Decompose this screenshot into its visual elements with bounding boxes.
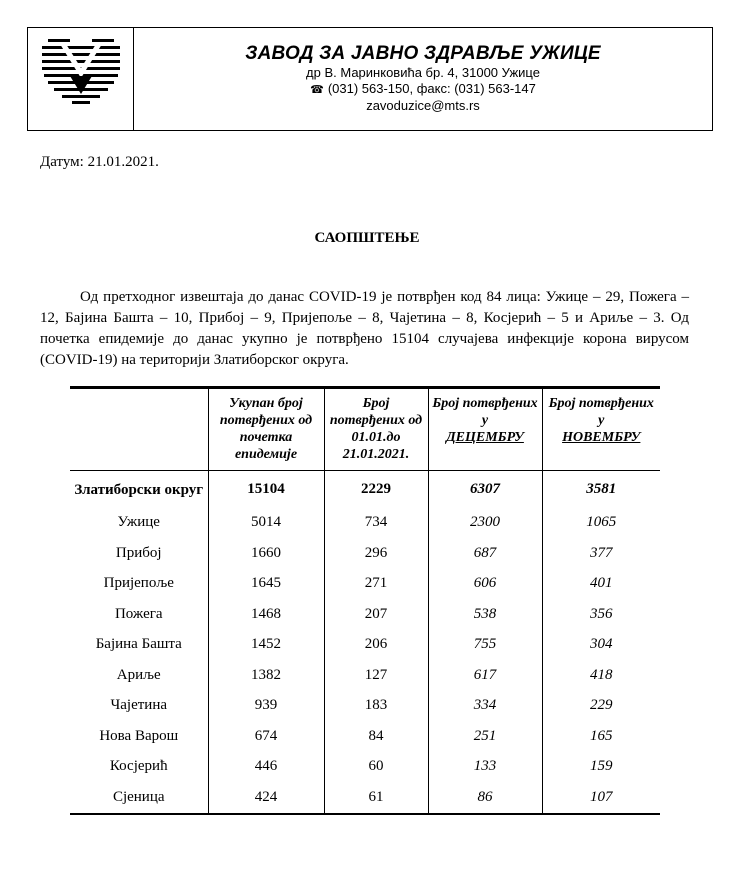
- cases-all: 1660: [208, 538, 324, 569]
- announcement-paragraph: Од претходног извештаја до данас COVID-19 је потврђен код 84 лица: Ужице – 29, Пожега – 12, Бајина Башта – 10, Прибој – 9, Пријепоље – 8, Чајетина – 8, Косјерић – 5 и Ариље – 3. Од почетка епидемије до данас укупно је потврђено 15104 случајева инфекције корона вирусом (COVID-19) на територији Златиборског округа.: [40, 289, 689, 368]
- cases-all: 939: [208, 691, 324, 722]
- cases-dec: 2300: [428, 508, 542, 539]
- header-november-month: НОВЕМБРУ: [562, 430, 641, 445]
- table-row: [70, 630, 660, 661]
- region-name: Ариље: [116, 666, 161, 683]
- total-cases-jan: 2229: [324, 471, 428, 508]
- cases-nov: 304: [542, 630, 660, 661]
- cases-jan: 60: [324, 752, 428, 783]
- header-total-since-start: Укупан број потврђених од почетка епидемије: [208, 388, 324, 471]
- organization-name: ЗАВОД ЗА ЈАВНО ЗДРАВЉЕ УЖИЦЕ: [245, 43, 601, 64]
- region-name: Пожега: [114, 605, 163, 622]
- cases-table: [70, 386, 660, 815]
- table-row: [70, 721, 660, 752]
- total-cases-dec: 6307: [428, 471, 542, 508]
- cases-dec: 687: [428, 538, 542, 569]
- cases-dec: 133: [428, 752, 542, 783]
- telephone-icon: ☎: [310, 84, 324, 96]
- cases-dec: 617: [428, 660, 542, 691]
- cases-jan: 296: [324, 538, 428, 569]
- cases-nov: 356: [542, 599, 660, 630]
- cases-nov: 401: [542, 569, 660, 600]
- table-row: [70, 569, 660, 600]
- cases-jan: 271: [324, 569, 428, 600]
- table-row: [70, 660, 660, 691]
- cases-nov: 1065: [542, 508, 660, 539]
- cases-all: 674: [208, 721, 324, 752]
- region-name: Бајина Башта: [95, 636, 182, 653]
- table-row: [70, 782, 660, 814]
- table-total-row: [70, 471, 660, 508]
- cases-jan: 734: [324, 508, 428, 539]
- region-name: Чајетина: [110, 697, 167, 714]
- table-header-row: [70, 388, 660, 471]
- region-name: Нова Варош: [99, 727, 179, 744]
- cases-jan: 84: [324, 721, 428, 752]
- cases-dec: 606: [428, 569, 542, 600]
- cases-nov: 418: [542, 660, 660, 691]
- region-name: Прибој: [115, 544, 162, 561]
- header-november: [542, 388, 660, 471]
- total-cases-all: 15104: [208, 471, 324, 508]
- cases-all: 1468: [208, 599, 324, 630]
- logo-cell: [28, 28, 134, 130]
- table-row: [70, 508, 660, 539]
- cases-jan: 183: [324, 691, 428, 722]
- region-name: Пријепоље: [103, 575, 174, 592]
- cases-dec: 86: [428, 782, 542, 814]
- header-november-label: Број потврђених у: [548, 396, 654, 428]
- cases-jan: 206: [324, 630, 428, 661]
- cases-dec: 538: [428, 599, 542, 630]
- cases-nov: 165: [542, 721, 660, 752]
- document-date: Датум: 21.01.2021.: [40, 154, 159, 170]
- cases-jan: 61: [324, 782, 428, 814]
- header-december-label: Број потврђених у: [432, 396, 538, 428]
- region-name: Ужице: [117, 514, 160, 531]
- total-region-name: Златиборски округ: [74, 481, 204, 498]
- cases-jan: 207: [324, 599, 428, 630]
- table-row: [70, 691, 660, 722]
- organization-email: zavoduzice@mts.rs: [366, 98, 480, 113]
- header-region: [70, 388, 208, 471]
- organization-info: [134, 28, 712, 130]
- organization-address: др В. Маринковића бр. 4, 31000 Ужице: [306, 65, 540, 80]
- header-december: [428, 388, 542, 471]
- organization-phone: [134, 81, 712, 98]
- region-name: Косјерић: [109, 758, 168, 775]
- cases-nov: 159: [542, 752, 660, 783]
- cases-jan: 127: [324, 660, 428, 691]
- total-cases-nov: 3581: [542, 471, 660, 508]
- table-row: [70, 752, 660, 783]
- phone-text: (031) 563-150, факс: (031) 563-147: [327, 81, 536, 96]
- table-row: [70, 599, 660, 630]
- table-row: [70, 538, 660, 569]
- cases-all: 1452: [208, 630, 324, 661]
- cases-nov: 229: [542, 691, 660, 722]
- cases-dec: 251: [428, 721, 542, 752]
- cases-nov: 107: [542, 782, 660, 814]
- document-title: САОПШТЕЊЕ: [314, 230, 420, 246]
- cases-nov: 377: [542, 538, 660, 569]
- cases-dec: 334: [428, 691, 542, 722]
- cases-all: 1382: [208, 660, 324, 691]
- institute-logo-icon: [40, 38, 122, 104]
- cases-all: 5014: [208, 508, 324, 539]
- letterhead: [27, 27, 713, 131]
- cases-all: 446: [208, 752, 324, 783]
- cases-all: 424: [208, 782, 324, 814]
- cases-dec: 755: [428, 630, 542, 661]
- header-since-jan-1: Број потврђених од 01.01.до 21.01.2021.: [324, 388, 428, 471]
- cases-all: 1645: [208, 569, 324, 600]
- header-december-month: ДЕЦЕМБРУ: [446, 430, 524, 445]
- region-name: Сјеница: [112, 788, 165, 805]
